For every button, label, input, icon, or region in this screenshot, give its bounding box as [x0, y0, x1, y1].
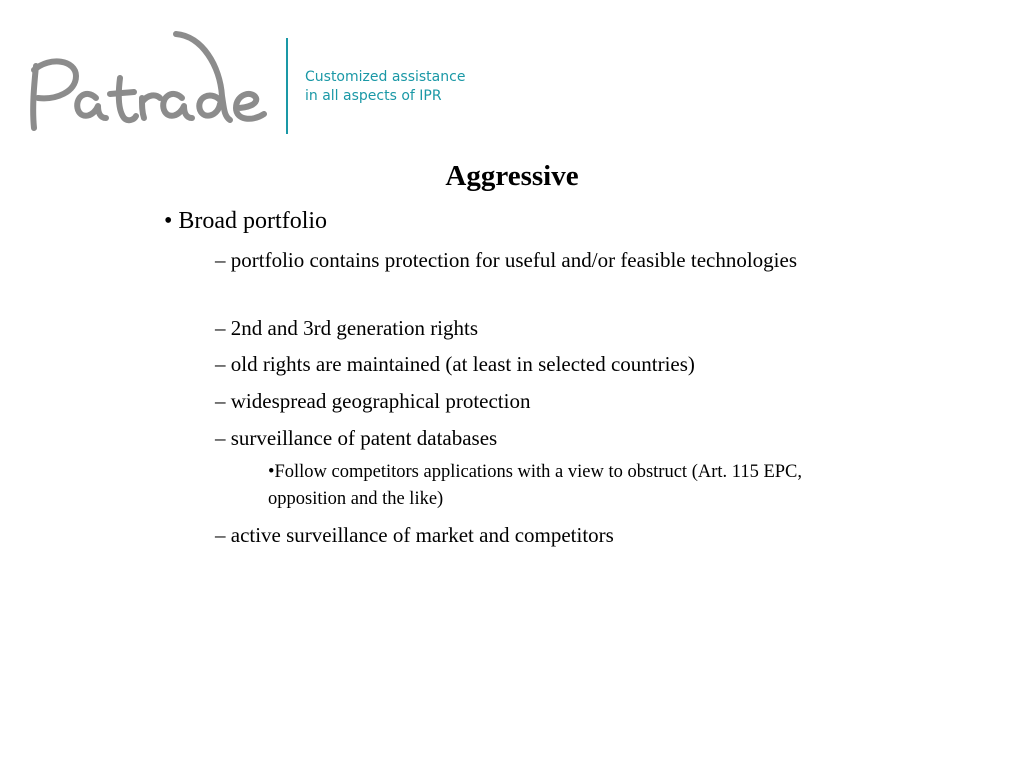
- bullet-broad-portfolio: • Broad portfolio: [164, 208, 328, 234]
- tagline-line-2: in all aspects of IPR: [305, 88, 442, 104]
- list-item: – portfolio contains protection for useful and/or feasible technologies: [215, 248, 798, 272]
- list-item: – active surveillance of market and competitors: [215, 523, 614, 547]
- sub-list-item: •Follow competitors applications with a view to obstruct (Art. 115 EPC, opposition and the like): [268, 462, 803, 509]
- list-item: – old rights are maintained (at least in selected countries): [215, 352, 695, 376]
- tagline-line-1: Customized assistance: [305, 69, 466, 85]
- list-item: – 2nd and 3rd generation rights: [215, 316, 479, 340]
- list-item: – surveillance of patent databases: [215, 426, 498, 450]
- list-item: – widespread geographical protection: [215, 389, 531, 413]
- slide-title: Aggressive: [445, 160, 579, 192]
- patrade-logo-icon: [24, 26, 274, 138]
- header-divider: [286, 38, 288, 134]
- tagline: [305, 68, 465, 106]
- patrade-logo: [24, 26, 274, 138]
